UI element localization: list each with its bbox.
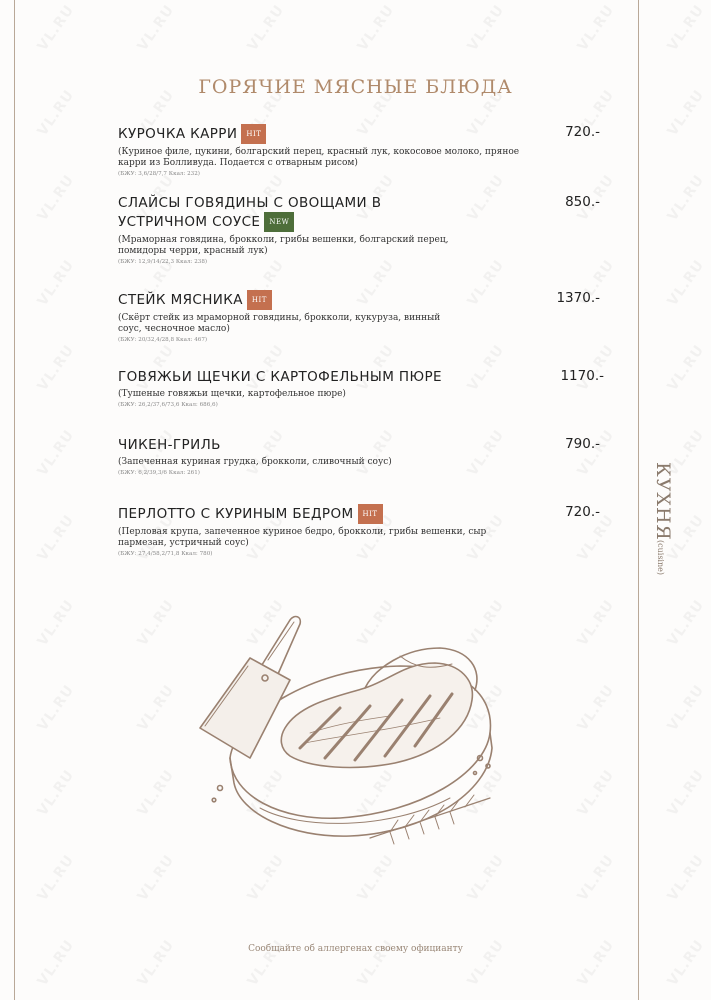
hit-badge: HIT: [358, 504, 383, 524]
watermark-text: [35, 767, 78, 819]
menu-item: [118, 194, 608, 265]
item-nutrition: (БЖУ: 3,6/28/7,7 Ккал: 232): [118, 171, 200, 177]
item-description: (Куриное филе, цукини, болгарский перец, красный лук, кокосовое молоко, пряное карри из Болливуда. Подается с отварным рисом): [118, 147, 520, 168]
new-badge: NEW: [264, 212, 294, 232]
item-nutrition: (БЖУ: 27,4/58,2/71,8 Ккал: 780): [118, 551, 213, 557]
item-name: СЛАЙСЫ ГОВЯДИНЫ С ОВОЩАМИ В УСТРИЧНОМ СОУСЕ NEW: [118, 195, 382, 230]
menu-item: [118, 368, 608, 408]
watermark-text: [35, 682, 78, 734]
menu-item: [118, 436, 608, 476]
item-price: 1170.-: [560, 368, 604, 384]
watermark-text: [135, 767, 178, 819]
item-nutrition: (БЖУ: 26,2/37,6/73,6 Ккал: 686,6): [118, 402, 218, 408]
item-price: 850.-: [565, 194, 600, 210]
watermark-text: [35, 427, 78, 479]
item-name: ЧИКЕН-ГРИЛЬ: [118, 437, 221, 453]
watermark-text: [465, 2, 508, 54]
allergen-notice: Сообщайте об аллергенах своему официанту: [248, 944, 463, 954]
watermark-text: [665, 682, 708, 734]
menu-item: [118, 290, 608, 343]
item-price: 720.-: [565, 124, 600, 140]
watermark-text: [575, 597, 618, 649]
item-name: КУРОЧКА КАРРИ HIT: [118, 124, 498, 144]
watermark-text: [665, 767, 708, 819]
right-border-line: [638, 0, 639, 1000]
steak-illustration: [190, 608, 510, 858]
watermark-text: [665, 172, 708, 224]
item-price: 720.-: [565, 504, 600, 520]
item-price: 1370.-: [556, 290, 600, 306]
watermark-text: [35, 342, 78, 394]
watermark-text: [35, 172, 78, 224]
watermark-text: [135, 2, 178, 54]
hit-badge: HIT: [241, 124, 266, 144]
section-title: ГОРЯЧИЕ МЯСНЫЕ БЛЮДА: [198, 76, 513, 98]
watermark-text: [575, 682, 618, 734]
item-nutrition: (БЖУ: 6,2/39,3/6 Ккал: 261): [118, 470, 200, 476]
item-name: ГОВЯЖЬИ ЩЕЧКИ С КАРТОФЕЛЬНЫМ ПЮРЕ: [118, 369, 442, 385]
item-description: (Мраморная говядина, брокколи, грибы вешенки, болгарский перец, помидоры черри, красный лук): [118, 235, 449, 256]
item-description: (Перловая крупа, запеченное куриное бедро, брокколи, грибы вешенки, сыр пармезан, устричный соус): [118, 527, 487, 548]
item-name: СТЕЙК МЯСНИКА HIT: [118, 290, 498, 310]
left-border-line: [14, 0, 15, 1000]
watermark-text: [575, 2, 618, 54]
watermark-text: [35, 257, 78, 309]
side-label-sub: (cuisine): [656, 540, 665, 575]
watermark-text: [355, 2, 398, 54]
menu-item: [118, 504, 608, 557]
watermark-text: [135, 852, 178, 904]
watermark-text: [135, 682, 178, 734]
watermark-text: [665, 257, 708, 309]
item-price: 790.-: [565, 436, 600, 452]
watermark-text: [465, 852, 508, 904]
watermark-text: [575, 767, 618, 819]
item-description: (Запеченная куриная грудка, брокколи, сливочный соус): [118, 457, 392, 467]
hit-badge: HIT: [247, 290, 272, 310]
watermark-text: [35, 852, 78, 904]
side-label-main: КУХНЯ: [652, 462, 674, 541]
watermark-text: [245, 2, 288, 54]
watermark-text: [665, 342, 708, 394]
watermark-text: [35, 597, 78, 649]
watermark-text: [135, 597, 178, 649]
item-description: (Скёрт стейк из мраморной говядины, брокколи, кукуруза, винный соус, чесночное масло): [118, 313, 441, 334]
watermark-text: [665, 852, 708, 904]
item-name: ПЕРЛОТТО С КУРИНЫМ БЕДРОМ HIT: [118, 504, 498, 524]
watermark-text: [245, 852, 288, 904]
watermark-text: [575, 852, 618, 904]
watermark-text: [35, 2, 78, 54]
watermark-text: [665, 2, 708, 54]
item-description: (Тушеные говяжьи щечки, картофельное пюре): [118, 389, 346, 399]
menu-item: [118, 124, 608, 177]
item-nutrition: (БЖУ: 12,9/14/22,3 Ккал: 238): [118, 259, 208, 265]
side-section-label: [652, 462, 682, 622]
watermark-text: [355, 852, 398, 904]
item-nutrition: (БЖУ: 20/32,4/28,8 Ккал: 467): [118, 337, 208, 343]
watermark-text: [35, 512, 78, 564]
